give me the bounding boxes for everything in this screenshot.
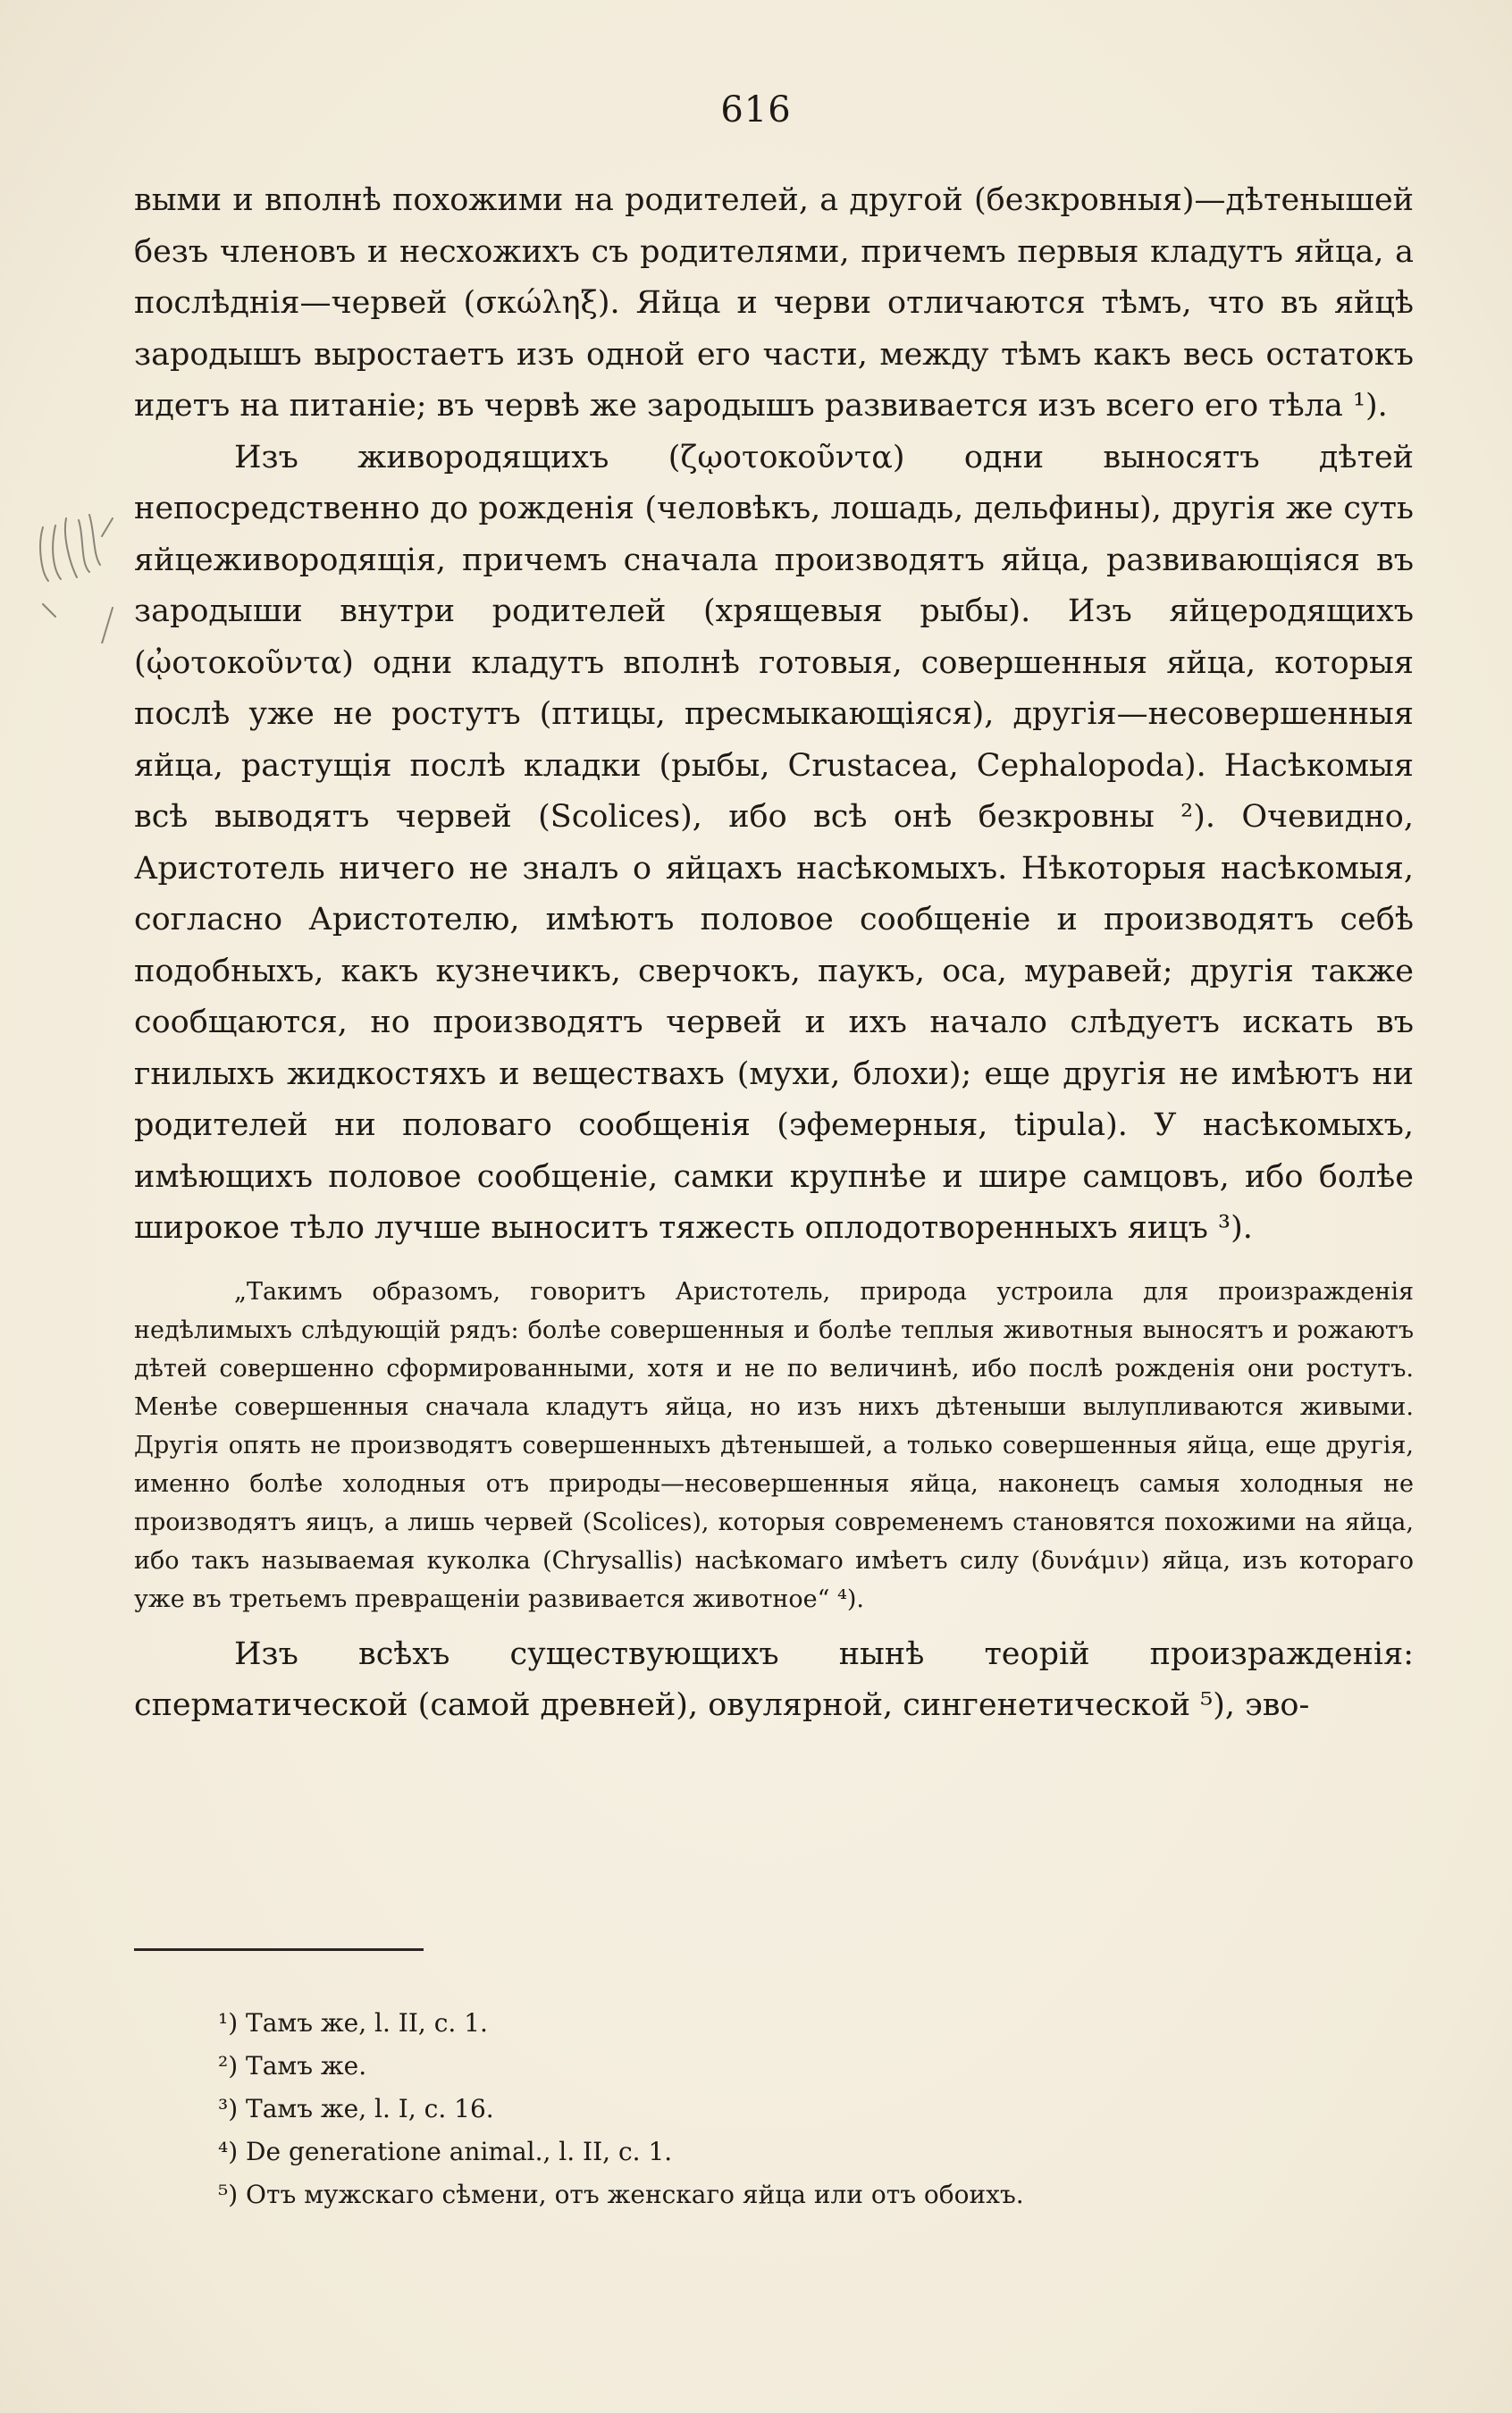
footnote-5: ⁵) Отъ мужскаго сѣмени, отъ женскаго яйца или отъ обоихъ. xyxy=(218,2180,1024,2209)
footnote-1: ¹) Тамъ же, l. II, c. 1. xyxy=(218,2008,488,2038)
footnote-divider xyxy=(134,1948,424,1951)
footnote-2: ²) Тамъ же. xyxy=(218,2051,367,2081)
paragraph-continuation: выми и вполнѣ похожими на родителей, а другой (безкровныя)—дѣтенышей безъ членовъ и несхожихъ съ родителями, причемъ первыя кладутъ яйца, а послѣднія—червей (σκώληξ). Яйца и черви отличаются тѣмъ, что въ яйцѣ зародышъ выростаетъ изъ одной его части, между тѣмъ какъ весь остатокъ идетъ на питаніе; въ червѣ же зародышъ развивается изъ всего его тѣла ¹). xyxy=(134,182,1414,424)
footnote-4: ⁴) De generatione animal., l. II, c. 1. xyxy=(218,2137,673,2166)
page-number: 616 xyxy=(720,89,792,130)
handwritten-margin-mark xyxy=(30,500,129,643)
footnotes xyxy=(218,2002,1290,2216)
footnote-3: ³) Тамъ же, l. I, c. 16. xyxy=(218,2094,494,2123)
block-quote: „Такимъ образомъ, говоритъ Аристотель, природа устроила для произражденія недѣлимыхъ слѣдующій рядъ: болѣе совершенныя и болѣе теплыя животныя выносятъ и рожаютъ дѣтей совершенно сформированными, хотя и не по величинѣ, ибо послѣ рожденія они ростутъ. Менѣе совершенныя сначала кладутъ яйца, но изъ нихъ дѣтеныши вылупливаются живыми. Другія опять не производятъ совершенныхъ дѣтенышей, а только совершенныя яйца, еще другія, именно болѣе холодныя отъ природы—несовершенныя яйца, наконецъ самыя холодныя не производятъ яицъ, а лишь червей (Scolices), которыя современемъ становятся похожими на яйца, ибо такъ называемая куколка (Chrysallis) насѣкомаго имѣетъ силу (δυνάμιν) яйца, изъ котораго уже въ третьемъ превращеніи развивается животное“ ⁴). xyxy=(134,1277,1414,1613)
main-text xyxy=(134,175,1414,1732)
paragraph-theories: Изъ всѣхъ существующихъ нынѣ теорій произражденія: сперматической (самой древней), овулярной, сингенетической ⁵), эво- xyxy=(134,1635,1414,1723)
paragraph-reproduction-types: Изъ живородящихъ (ζῳοτοκοῦντα) одни выносятъ дѣтей непосредственно до рожденія (человѣкъ, лошадь, дельфины), другія же суть яйцеживородящія, причемъ сначала производятъ яйца, развивающіяся въ зародыши внутри родителей (хрящевыя рыбы). Изъ яйцеродящихъ (ᾠοτοκοῦντα) одни кладутъ вполнѣ готовыя, совершенныя яйца, которыя послѣ уже не ростутъ (птицы, пресмыкающіяся), другія—несовершенныя яйца, растущія послѣ кладки (рыбы, Crustacea, Cephalopoda). Насѣкомыя всѣ выводятъ червей (Scolices), ибо всѣ онѣ безкровны ²). Очевидно, Аристотель ничего не зналъ о яйцахъ насѣкомыхъ. Нѣкоторыя насѣкомыя, согласно Аристотелю, имѣютъ половое сообщеніе и производятъ себѣ подобныхъ, какъ кузнечикъ, сверчокъ, паукъ, оса, муравей; другія также сообщаются, но производятъ червей и ихъ начало слѣдуетъ искать въ гнилыхъ жидкостяхъ и веществахъ (мухи, блохи); еще другія не имѣютъ ни родителей ни половаго сообщенія (эфемерныя, tipula). У насѣкомыхъ, имѣющихъ половое сообщеніе, самки крупнѣе и шире самцовъ, ибо болѣе широкое тѣло лучше выноситъ тяжесть оплодотворенныхъ яицъ ³). xyxy=(134,439,1414,1246)
